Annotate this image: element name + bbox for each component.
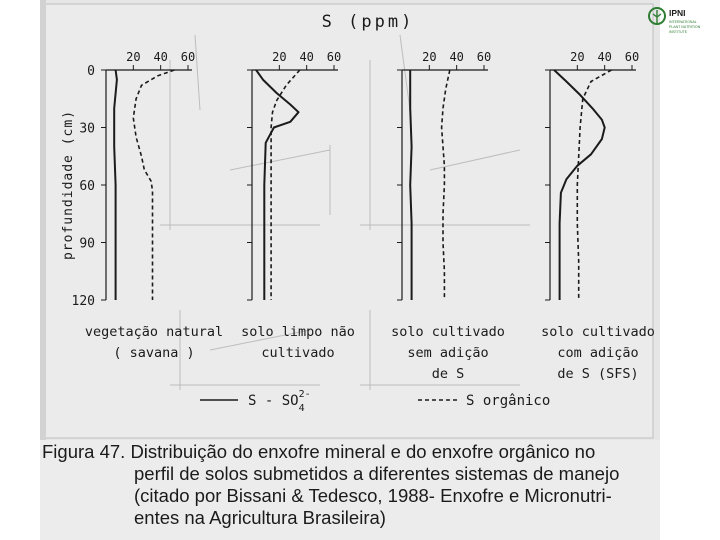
x-tick-label: 40 (153, 50, 168, 64)
panel-caption: de S (431, 366, 465, 382)
panel-caption: ( savana ) (113, 345, 195, 361)
x-tick-label: 40 (449, 50, 464, 64)
panel-caption: solo limpo não (241, 324, 355, 340)
x-tick-label: 60 (326, 50, 342, 64)
x-tick-label: 20 (126, 50, 141, 64)
y-tick-label: 60 (79, 179, 95, 194)
figure-label: Figura 47. (42, 441, 126, 462)
panel-caption: cultivado (261, 345, 335, 361)
panel-caption: solo cultivado (541, 324, 655, 340)
x-tick-label: 60 (624, 50, 640, 64)
ipni-logo (646, 2, 718, 46)
panel-caption: vegetação natural (84, 324, 224, 340)
x-tick-label: 20 (570, 50, 585, 64)
figure-caption-text: Distribuição do enxofre mineral e do enxofre orgânico no (130, 441, 596, 462)
panel-caption: sem adição (407, 345, 489, 361)
x-tick-label: 40 (597, 50, 612, 64)
y-tick-label: 0 (87, 64, 95, 79)
x-tick-label: 40 (299, 50, 314, 64)
x-tick-label: 60 (180, 50, 196, 64)
y-axis-label: profundidade (cm) (61, 109, 76, 261)
x-axis-title: S (ppm) (321, 12, 415, 32)
panel-caption: com adição (557, 345, 639, 361)
y-tick-label: 120 (71, 294, 95, 309)
logo-text-line3: PLANT NUTRITION (669, 25, 701, 29)
panel-caption: de S (SFS) (557, 366, 639, 382)
logo-text-main: IPNI (669, 8, 686, 18)
legend-label: S orgânico (466, 393, 551, 409)
x-tick-label: 20 (272, 50, 287, 64)
y-tick-label: 30 (79, 121, 95, 137)
figure-caption-line (42, 441, 698, 463)
legend-label: S - $SO_42-$ (248, 389, 311, 414)
figure-caption-line: entes na Agricultura Brasileira) (134, 507, 386, 528)
panel-caption: solo cultivado (391, 324, 505, 340)
figure-caption (42, 441, 698, 529)
x-tick-label: 60 (476, 50, 492, 64)
logo-text-line4: INSTITUTE (669, 30, 688, 34)
figure-caption-line: perfil de solos submetidos a diferentes sistemas de manejo (134, 463, 620, 484)
y-tick-label: 90 (79, 236, 95, 252)
x-tick-label: 20 (422, 50, 437, 64)
figure-caption-line: (citado por Bissani & Tedesco, 1988- Enxofre e Micronutri- (134, 485, 612, 506)
logo-text-line2: INTERNATIONAL (669, 20, 697, 24)
